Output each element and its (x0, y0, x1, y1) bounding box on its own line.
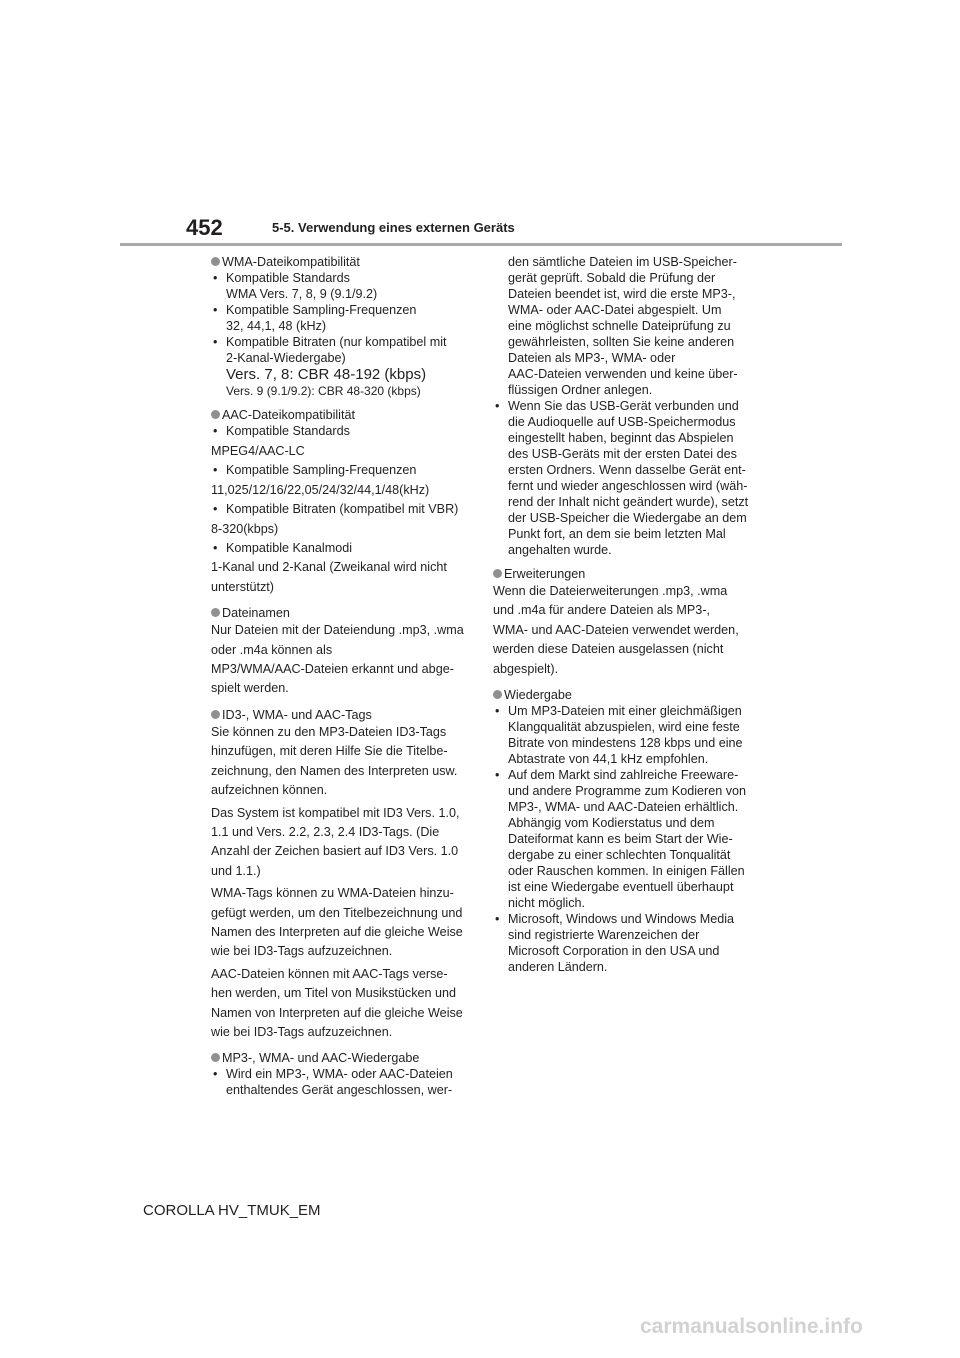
wiedergabe-section (493, 687, 765, 975)
tags-heading: ID3-, WMA- und AAC-Tags (211, 707, 483, 723)
tags-p4-line: Namen von Interpreten auf die gleiche Weise (211, 1005, 463, 1020)
wma-bullet-bitrate: • Kompatible Bitraten (nur kompatibel mit (211, 334, 483, 350)
wiedergabe-b2-line: MP3-, WMA- und AAC-Dateien erhältlich. (508, 800, 739, 815)
page-number: 452 (186, 215, 223, 240)
playback-cont-line: gerät geprüft. Sobald die Prüfung der (508, 271, 716, 285)
playback-bullet-cont: enthaltendes Gerät angeschlossen, wer- (226, 1083, 453, 1098)
wma-bullet-standards: • Kompatible Standards (211, 270, 483, 286)
wiedergabe-heading: Wiedergabe (493, 687, 765, 703)
filenames-line: spielt werden. (211, 681, 289, 696)
wma-bullet-sampling: • Kompatible Sampling-Frequenzen (211, 302, 483, 318)
tags-p3-line: Namen des Interpreten auf die gleiche Weise (211, 924, 463, 939)
tags-p2-line: Anzahl der Zeichen basiert auf ID3 Vers. 1.0 (211, 844, 459, 859)
playback-cont-line: AAC-Dateien verwenden und keine über- (508, 367, 738, 381)
watermark: carmanualsonline.info (640, 1315, 863, 1338)
tags-p1-line: zeichnung, den Namen des Interpreten usw. (211, 763, 458, 778)
aac-standards-value: MPEG4/AAC-LC (211, 444, 305, 458)
aac-bullet-channels: • Kompatible Kanalmodi (211, 539, 483, 558)
tags-p2-line: und 1.1.) (211, 863, 261, 878)
extensions-heading: Erweiterungen (493, 566, 765, 582)
wiedergabe-b1-line: Bitrate von mindestens 128 kbps und eine (508, 736, 743, 751)
playback-heading: MP3-, WMA- und AAC-Wiedergabe (211, 1050, 483, 1066)
tags-p2-line: 1.1 und Vers. 2.2, 2.3, 2.4 ID3-Tags. (Die (211, 824, 440, 839)
wiedergabe-b1-line: Klangqualität abzuspielen, wird eine feste (508, 720, 740, 735)
usb-resume-line: • Wenn Sie das USB-Gerät verbunden und (493, 398, 765, 414)
wiedergabe-b2-line: dergabe zu einer schlechten Tonqualität (508, 848, 731, 863)
filenames-line: Nur Dateien mit der Dateiendung .mp3, .wma (211, 623, 464, 638)
wiedergabe-b2-line: nicht möglich. (508, 896, 585, 911)
playback-cont-line: Dateien als MP3-, WMA- oder (508, 351, 676, 365)
tags-p3-line: WMA-Tags können zu WMA-Dateien hinzu- (211, 886, 454, 901)
playback-cont-line: WMA- oder AAC-Datei abgespielt. Um (508, 303, 722, 317)
wiedergabe-b2-line: ist eine Wiedergabe eventuell überhaupt (508, 880, 734, 895)
wiedergabe-b3-line: Microsoft Corporation in den USA und (508, 944, 720, 959)
aac-sampling-value: 11,025/12/16/22,05/24/32/44,1/48(kHz) (211, 482, 430, 497)
wiedergabe-b2-line: Dateiformat kann es beim Start der Wie- (508, 832, 733, 847)
playback-cont-line: gewährleisten, sollten Sie keine anderen (508, 335, 735, 349)
wma-bullet-bitrate-cont: 2-Kanal-Wiedergabe) (226, 351, 346, 365)
usb-resume-line: angehalten wurde. (508, 543, 612, 557)
usb-resume-line: eingestellt haben, beginnt das Abspielen (508, 431, 734, 445)
wiedergabe-b3-line: • Microsoft, Windows und Windows Media (493, 911, 765, 927)
extensions-line: Wenn die Dateierweiterungen .mp3, .wma (493, 584, 728, 598)
aac-bitrate-value: 8-320(kbps) (211, 521, 279, 536)
right-column (493, 254, 765, 983)
tags-p2-line: Das System ist kompatibel mit ID3 Vers. 1.0, (211, 805, 460, 820)
wiedergabe-b1-line: • Um MP3-Dateien mit einer gleichmäßigen (493, 703, 765, 719)
playback-section (211, 1050, 483, 1098)
playback-cont-line: flüssigen Ordner anlegen. (508, 383, 653, 397)
aac-heading: AAC-Dateikompatibilität (211, 407, 483, 423)
wiedergabe-b3-line: anderen Ländern. (508, 960, 608, 975)
wiedergabe-b1-line: Abtastrate von 44,1 kHz empfohlen. (508, 752, 709, 767)
playback-continued (493, 254, 765, 398)
playback-cont-line: den sämtliche Dateien im USB-Speicher- (508, 255, 737, 269)
wiedergabe-b2-line: Abhängig vom Kodierstatus und dem (508, 816, 715, 831)
tags-p4-line: hen werden, um Titel von Musikstücken und (211, 986, 457, 1001)
aac-channels-value-2: unterstützt) (211, 579, 274, 594)
header-divider (120, 243, 842, 246)
wma-section (211, 254, 483, 399)
footer-model: COROLLA HV_TMUK_EM (143, 1202, 321, 1219)
extensions-line: und .m4a für andere Dateien als MP3-, (493, 603, 711, 618)
usb-resume-line: die Audioquelle auf USB-Speichermodus (508, 415, 736, 429)
filenames-line: MP3/WMA/AAC-Dateien erkannt und abge- (211, 662, 454, 677)
usb-resume-line: des USB-Geräts mit der ersten Datei des (508, 447, 737, 461)
extensions-line: abgespielt). (493, 661, 559, 676)
tags-p3-line: gefügt werden, um den Titelbezeichnung und (211, 905, 463, 920)
usb-resume-line: der USB-Speicher die Wiedergabe an dem (508, 511, 747, 525)
wiedergabe-b2-line: oder Rauschen kommen. In einigen Fällen (508, 864, 745, 879)
tags-p1-line: aufzeichnen können. (211, 783, 328, 798)
extensions-section (493, 566, 765, 679)
wiedergabe-b2-line: • Auf dem Markt sind zahlreiche Freeware- (493, 767, 765, 783)
wma-sampling-value: 32, 44,1, 48 (kHz) (226, 319, 327, 333)
usb-resume-line: Punkt fort, an dem sie beim letzten Mal (508, 527, 726, 541)
wma-heading: WMA-Dateikompatibilität (211, 254, 483, 270)
playback-bullet: • Wird ein MP3-, WMA- oder AAC-Dateien (211, 1066, 483, 1082)
aac-bullet-standards: • Kompatible Standards (211, 423, 483, 439)
wiedergabe-b2-line: und andere Programme zum Kodieren von (508, 784, 747, 799)
left-column (211, 254, 483, 1106)
wma-standards-value: WMA Vers. 7, 8, 9 (9.1/9.2) (226, 287, 378, 301)
tags-p1-line: hinzufügen, mit deren Hilfe Sie die Titelbe- (211, 744, 448, 759)
usb-resume-line: rend der Inhalt nicht geändert wurde), setzt (508, 495, 749, 509)
filenames-heading: Dateinamen (211, 605, 483, 621)
extensions-line: werden diese Dateien ausgelassen (nicht (493, 642, 724, 657)
aac-channels-value-1: 1-Kanal und 2-Kanal (Zweikanal wird nicht (211, 560, 447, 575)
playback-cont-line: eine möglichst schnelle Dateiprüfung zu (508, 319, 731, 333)
aac-section (211, 407, 483, 597)
wiedergabe-b3-line: sind registrierte Warenzeichen der (508, 928, 700, 943)
tags-section (211, 707, 483, 1043)
extensions-line: WMA- und AAC-Dateien verwendet werden, (493, 622, 739, 637)
playback-cont-line: Dateien beendet ist, wird die erste MP3-, (508, 287, 736, 301)
tags-p4-line: wie bei ID3-Tags aufzuzeichnen. (211, 1024, 393, 1039)
tags-p4-line: AAC-Dateien können mit AAC-Tags verse- (211, 966, 448, 981)
usb-resume-bullet (493, 398, 765, 558)
wma-bitrate-value-1: Vers. 7, 8: CBR 48-192 (kbps) (226, 366, 427, 383)
tags-p3-line: wie bei ID3-Tags aufzuzeichnen. (211, 944, 393, 959)
wma-bitrate-value-2: Vers. 9 (9.1/9.2): CBR 48-320 (kbps) (226, 384, 421, 398)
filenames-section (211, 605, 483, 699)
usb-resume-line: fernt und wieder angeschlossen wird (wäh- (508, 479, 748, 493)
usb-resume-line: ersten Ordners. Wenn dasselbe Gerät ent- (508, 463, 746, 477)
section-title: 5-5. Verwendung eines externen Geräts (272, 220, 515, 235)
filenames-line: oder .m4a können als (211, 642, 333, 657)
aac-bullet-sampling: • Kompatible Sampling-Frequenzen (211, 461, 483, 480)
tags-p1-line: Sie können zu den MP3-Dateien ID3-Tags (211, 724, 447, 739)
aac-bullet-bitrate: • Kompatible Bitraten (kompatibel mit VBR) (211, 500, 483, 519)
